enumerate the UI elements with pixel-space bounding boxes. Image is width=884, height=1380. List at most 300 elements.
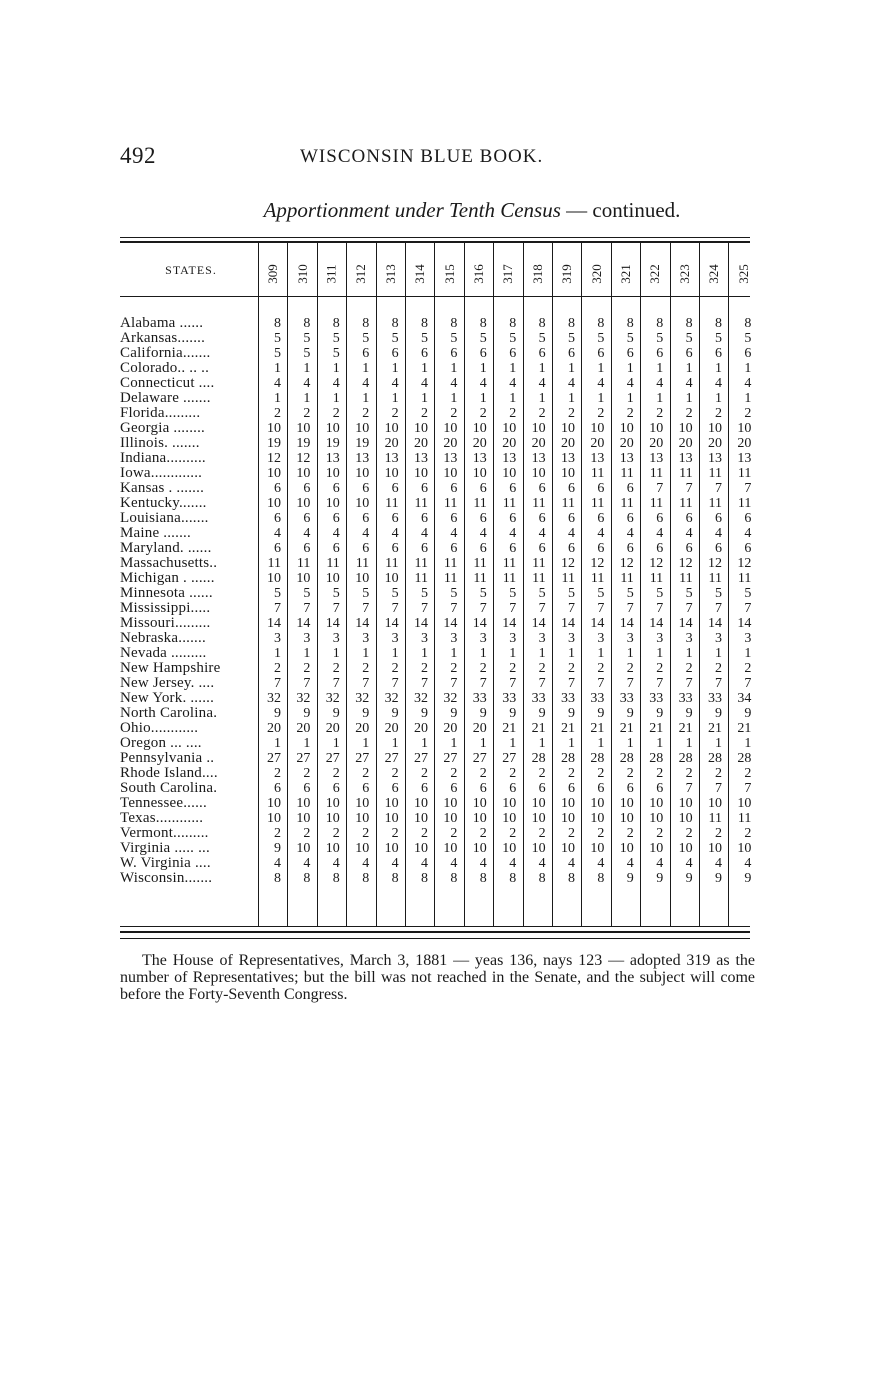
table-cell: 10 [561,466,575,481]
table-cell: 1 [626,646,634,661]
table-cell: 4 [568,526,575,541]
table-cell: 6 [332,781,340,796]
table-cell: 11 [649,466,664,481]
table-cell: 3 [597,631,605,646]
table-cell: 10 [502,421,517,436]
table-cell: 11 [414,496,428,511]
table-cell: 10 [443,421,458,436]
table-cell: 6 [509,511,517,526]
table-cell: 7 [685,781,693,796]
table-cell: 9 [391,706,399,721]
table-cell: 11 [502,571,517,586]
table-cell: 1 [421,361,428,376]
table-title [0,198,884,223]
table-cell: 1 [626,361,634,376]
table-cell: 2 [626,661,634,676]
table-cell: 2 [274,661,281,676]
table-cell: 11 [502,496,517,511]
table-cell: 7 [332,601,340,616]
table-cell: 4 [332,856,340,871]
state-name: North Carolina. [120,706,218,721]
table-cell: 6 [626,346,634,361]
table-cell: 5 [450,586,458,601]
table-cell: 2 [450,406,458,421]
table-cell: 7 [509,601,517,616]
table-cell: 6 [421,541,428,556]
table-cell: 10 [472,811,487,826]
table-cell: 9 [538,706,546,721]
table-cell: 10 [296,571,311,586]
table-cell: 6 [538,346,546,361]
table-cell: 12 [296,451,311,466]
table-cell: 8 [421,871,428,886]
table-title-main: Apportionment under Tenth Census [263,198,561,222]
table-cell: 20 [355,721,370,736]
table-cell: 28 [561,751,575,766]
table-cell: 5 [332,331,340,346]
table-cell: 32 [414,691,428,706]
table-row [120,481,760,496]
table-cell: 7 [362,601,370,616]
table-cell: 21 [678,721,693,736]
table-cell: 4 [597,376,605,391]
table-cell: 10 [678,796,693,811]
table-cell: 6 [597,541,605,556]
table-cell: 27 [267,751,281,766]
table-cell: 13 [325,451,340,466]
table-cell: 10 [472,841,487,856]
table-cell: 8 [332,871,340,886]
table-cell: 6 [479,781,487,796]
table-cell: 2 [685,766,693,781]
table-cell: 14 [384,616,399,631]
table-cell: 11 [355,556,370,571]
table-cell: 14 [443,616,458,631]
table-cell: 10 [443,811,458,826]
table-cell: 11 [385,556,399,571]
table-cell: 32 [296,691,311,706]
table-cell: 1 [274,736,281,751]
table-cell: 21 [708,721,722,736]
table-cell: 28 [708,751,722,766]
table-row [120,811,760,826]
table-cell: 10 [708,421,722,436]
table-cell: 5 [568,586,575,601]
table-cell: 2 [744,661,752,676]
table-cell: 20 [325,721,340,736]
bottom-rule-thin [120,926,750,927]
table-cell: 4 [538,856,546,871]
table-cell: 1 [597,736,605,751]
table-cell: 2 [421,406,428,421]
table-cell: 11 [590,496,605,511]
table-cell: 5 [479,586,487,601]
table-row [120,871,760,886]
table-cell: 3 [274,631,281,646]
table-cell: 2 [715,661,722,676]
table-cell: 4 [391,856,399,871]
table-cell: 5 [744,331,752,346]
table-cell: 11 [708,466,722,481]
table-cell: 20 [443,436,458,451]
table-row [120,856,760,871]
table-cell: 3 [421,631,428,646]
table-cell: 12 [561,556,575,571]
table-cell: 20 [267,721,281,736]
table-row [120,331,760,346]
table-cell: 4 [626,376,634,391]
table-cell: 1 [479,391,487,406]
table-cell: 7 [479,676,487,691]
table-cell: 4 [391,526,399,541]
table-cell: 5 [274,346,281,361]
table-cell: 10 [678,841,693,856]
table-cell: 10 [384,796,399,811]
table-cell: 11 [502,556,517,571]
table-cell: 13 [590,451,605,466]
table-cell: 11 [679,571,693,586]
table-cell: 4 [656,376,664,391]
table-cell: 14 [619,616,634,631]
table-cell: 1 [421,646,428,661]
table-cell: 10 [384,571,399,586]
state-name: Louisiana....... [120,511,209,526]
column-header-label: 325 [735,264,751,284]
table-cell: 2 [568,406,575,421]
table-cell: 5 [597,586,605,601]
table-cell: 1 [450,391,458,406]
table-cell: 10 [267,811,281,826]
table-cell: 7 [538,676,546,691]
table-cell: 6 [421,346,428,361]
table-cell: 1 [656,361,664,376]
state-name: Texas............ [120,811,204,826]
table-cell: 28 [649,751,664,766]
table-cell: 6 [715,511,722,526]
state-name: Kentucky....... [120,496,207,511]
table-cell: 8 [509,316,517,331]
state-name: Wisconsin....... [120,871,213,886]
table-cell: 27 [296,751,311,766]
table-cell: 2 [450,766,458,781]
table-cell: 4 [568,856,575,871]
table-cell: 8 [391,871,399,886]
table-cell: 11 [561,571,575,586]
table-cell: 11 [649,496,664,511]
table-cell: 12 [590,556,605,571]
table-cell: 10 [355,466,370,481]
table-cell: 6 [450,481,458,496]
table-cell: 2 [332,766,340,781]
state-name: W. Virginia .... [120,856,211,871]
table-cell: 1 [391,361,399,376]
table-row [120,511,760,526]
table-cell: 6 [362,781,370,796]
table-cell: 2 [450,826,458,841]
table-cell: 13 [443,451,458,466]
table-cell: 8 [568,871,575,886]
table-cell: 7 [715,781,722,796]
column-header [351,258,371,290]
state-name: Arkansas....... [120,331,206,346]
table-cell: 12 [619,556,634,571]
table-cell: 6 [538,511,546,526]
table-cell: 33 [531,691,546,706]
table-cell: 10 [414,421,428,436]
table-cell: 3 [391,631,399,646]
table-cell: 7 [656,601,664,616]
table-cell: 1 [626,736,634,751]
table-cell: 1 [450,361,458,376]
table-cell: 8 [479,316,487,331]
table-cell: 10 [531,841,546,856]
table-cell: 10 [443,466,458,481]
column-header-label: 316 [470,264,486,284]
table-cell: 6 [303,481,311,496]
table-cell: 6 [421,511,428,526]
table-cell: 7 [626,601,634,616]
table-cell: 13 [619,451,634,466]
table-cell: 20 [502,436,517,451]
table-cell: 7 [626,676,634,691]
table-cell: 8 [391,316,399,331]
state-name: Pennsylvania .. [120,751,215,766]
table-cell: 5 [332,346,340,361]
table-cell: 11 [737,811,752,826]
table-title-suffix: — continued. [560,198,681,222]
table-row [120,346,760,361]
table-cell: 8 [450,316,458,331]
table-cell: 7 [421,676,428,691]
table-cell: 4 [362,376,370,391]
table-cell: 4 [656,856,664,871]
table-cell: 1 [626,391,634,406]
table-cell: 8 [626,316,634,331]
table-cell: 10 [619,811,634,826]
table-cell: 13 [502,451,517,466]
table-cell: 5 [362,586,370,601]
table-cell: 2 [656,661,664,676]
table-cell: 10 [443,796,458,811]
table-cell: 10 [384,811,399,826]
table-cell: 1 [362,361,370,376]
table-cell: 6 [391,541,399,556]
table-cell: 5 [538,586,546,601]
table-cell: 11 [737,466,752,481]
table-cell: 9 [568,706,575,721]
table-cell: 10 [296,811,311,826]
table-cell: 3 [362,631,370,646]
table-cell: 13 [708,451,722,466]
table-cell: 6 [509,346,517,361]
table-cell: 32 [443,691,458,706]
table-cell: 6 [744,511,752,526]
table-cell: 2 [274,826,281,841]
table-cell: 1 [362,646,370,661]
table-cell: 4 [626,526,634,541]
table-cell: 10 [325,796,340,811]
table-cell: 4 [538,376,546,391]
table-cell: 11 [414,556,428,571]
table-cell: 10 [737,796,752,811]
state-name: Alabama ...... [120,316,204,331]
table-cell: 6 [362,511,370,526]
table-cell: 10 [619,796,634,811]
table-cell: 6 [391,346,399,361]
state-name: Minnesota ...... [120,586,213,601]
table-cell: 14 [708,616,722,631]
table-row [120,361,760,376]
table-cell: 10 [296,841,311,856]
table-cell: 8 [303,871,311,886]
table-cell: 20 [708,436,722,451]
table-cell: 2 [509,826,517,841]
table-cell: 12 [267,451,281,466]
table-cell: 1 [656,646,664,661]
table-cell: 4 [362,856,370,871]
table-cell: 1 [744,646,752,661]
table-cell: 4 [450,856,458,871]
table-cell: 2 [391,826,399,841]
table-cell: 10 [267,496,281,511]
table-cell: 8 [568,316,575,331]
table-row [120,781,760,796]
table-cell: 1 [332,646,340,661]
table-cell: 7 [568,676,575,691]
table-cell: 13 [678,451,693,466]
table-cell: 7 [685,601,693,616]
table-cell: 11 [620,466,634,481]
table-cell: 9 [715,871,722,886]
table-cell: 1 [391,391,399,406]
table-cell: 8 [744,316,752,331]
table-cell: 2 [362,826,370,841]
table-cell: 3 [656,631,664,646]
table-cell: 6 [391,781,399,796]
table-cell: 32 [384,691,399,706]
table-cell: 5 [568,331,575,346]
table-cell: 10 [561,811,575,826]
table-cell: 9 [303,706,311,721]
table-cell: 2 [538,661,546,676]
table-cell: 7 [450,601,458,616]
table-cell: 2 [538,826,546,841]
table-cell: 10 [531,811,546,826]
table-cell: 20 [590,436,605,451]
table-cell: 4 [626,856,634,871]
table-cell: 5 [391,331,399,346]
table-cell: 6 [626,511,634,526]
table-cell: 19 [325,436,340,451]
table-cell: 3 [685,631,693,646]
table-cell: 6 [568,346,575,361]
table-cell: 5 [626,331,634,346]
column-header [586,258,606,290]
table-cell: 4 [715,376,722,391]
table-cell: 9 [685,871,693,886]
table-cell: 6 [303,781,311,796]
table-cell: 27 [384,751,399,766]
state-name: Maine ....... [120,526,191,541]
table-cell: 10 [472,796,487,811]
table-cell: 7 [744,601,752,616]
table-cell: 10 [531,421,546,436]
table-cell: 7 [274,601,281,616]
column-header-label: 322 [647,264,663,284]
table-cell: 8 [597,871,605,886]
table-cell: 7 [362,676,370,691]
table-cell: 6 [509,481,517,496]
table-cell: 2 [597,661,605,676]
state-name: Florida......... [120,406,201,421]
table-cell: 32 [325,691,340,706]
state-name: Vermont......... [120,826,209,841]
table-cell: 33 [502,691,517,706]
table-cell: 4 [509,376,517,391]
table-cell: 7 [744,481,752,496]
table-cell: 7 [509,676,517,691]
table-cell: 10 [325,466,340,481]
table-cell: 11 [679,466,693,481]
table-cell: 10 [502,796,517,811]
table-cell: 7 [332,676,340,691]
column-header [498,258,518,290]
table-cell: 10 [267,466,281,481]
table-cell: 13 [737,451,752,466]
table-cell: 10 [708,841,722,856]
table-cell: 14 [472,616,487,631]
table-cell: 6 [362,346,370,361]
column-header [263,258,283,290]
table-cell: 4 [421,376,428,391]
column-header [616,258,636,290]
table-cell: 10 [502,466,517,481]
table-cell: 5 [274,586,281,601]
table-cell: 1 [274,391,281,406]
table-cell: 20 [414,721,428,736]
table-cell: 5 [626,586,634,601]
table-cell: 12 [678,556,693,571]
table-cell: 7 [450,676,458,691]
table-cell: 8 [332,316,340,331]
table-cell: 20 [678,436,693,451]
table-cell: 9 [597,706,605,721]
table-cell: 9 [685,706,693,721]
table-cell: 10 [619,421,634,436]
table-cell: 3 [568,631,575,646]
table-cell: 4 [597,856,605,871]
table-cell: 2 [332,406,340,421]
column-header [322,258,342,290]
table-cell: 4 [332,376,340,391]
table-cell: 4 [538,526,546,541]
table-cell: 6 [538,481,546,496]
table-cell: 1 [509,361,517,376]
table-cell: 1 [332,361,340,376]
table-cell: 4 [509,526,517,541]
table-cell: 5 [332,586,340,601]
table-cell: 2 [568,661,575,676]
table-cell: 9 [626,706,634,721]
state-name: Rhode Island.... [120,766,218,781]
footnote: The House of Representatives, March 3, 1881 — yeas 136, nays 123 — adopted 319 as the number of Representatives; but the bill was not reached in the Senate, and the subject will come before the Forty-Seventh Congress. [120,952,755,1003]
state-name: Nevada ......... [120,646,207,661]
table-row [120,526,760,541]
column-header [645,258,665,290]
table-cell: 2 [303,766,311,781]
table-cell: 10 [414,841,428,856]
table-cell: 1 [568,391,575,406]
